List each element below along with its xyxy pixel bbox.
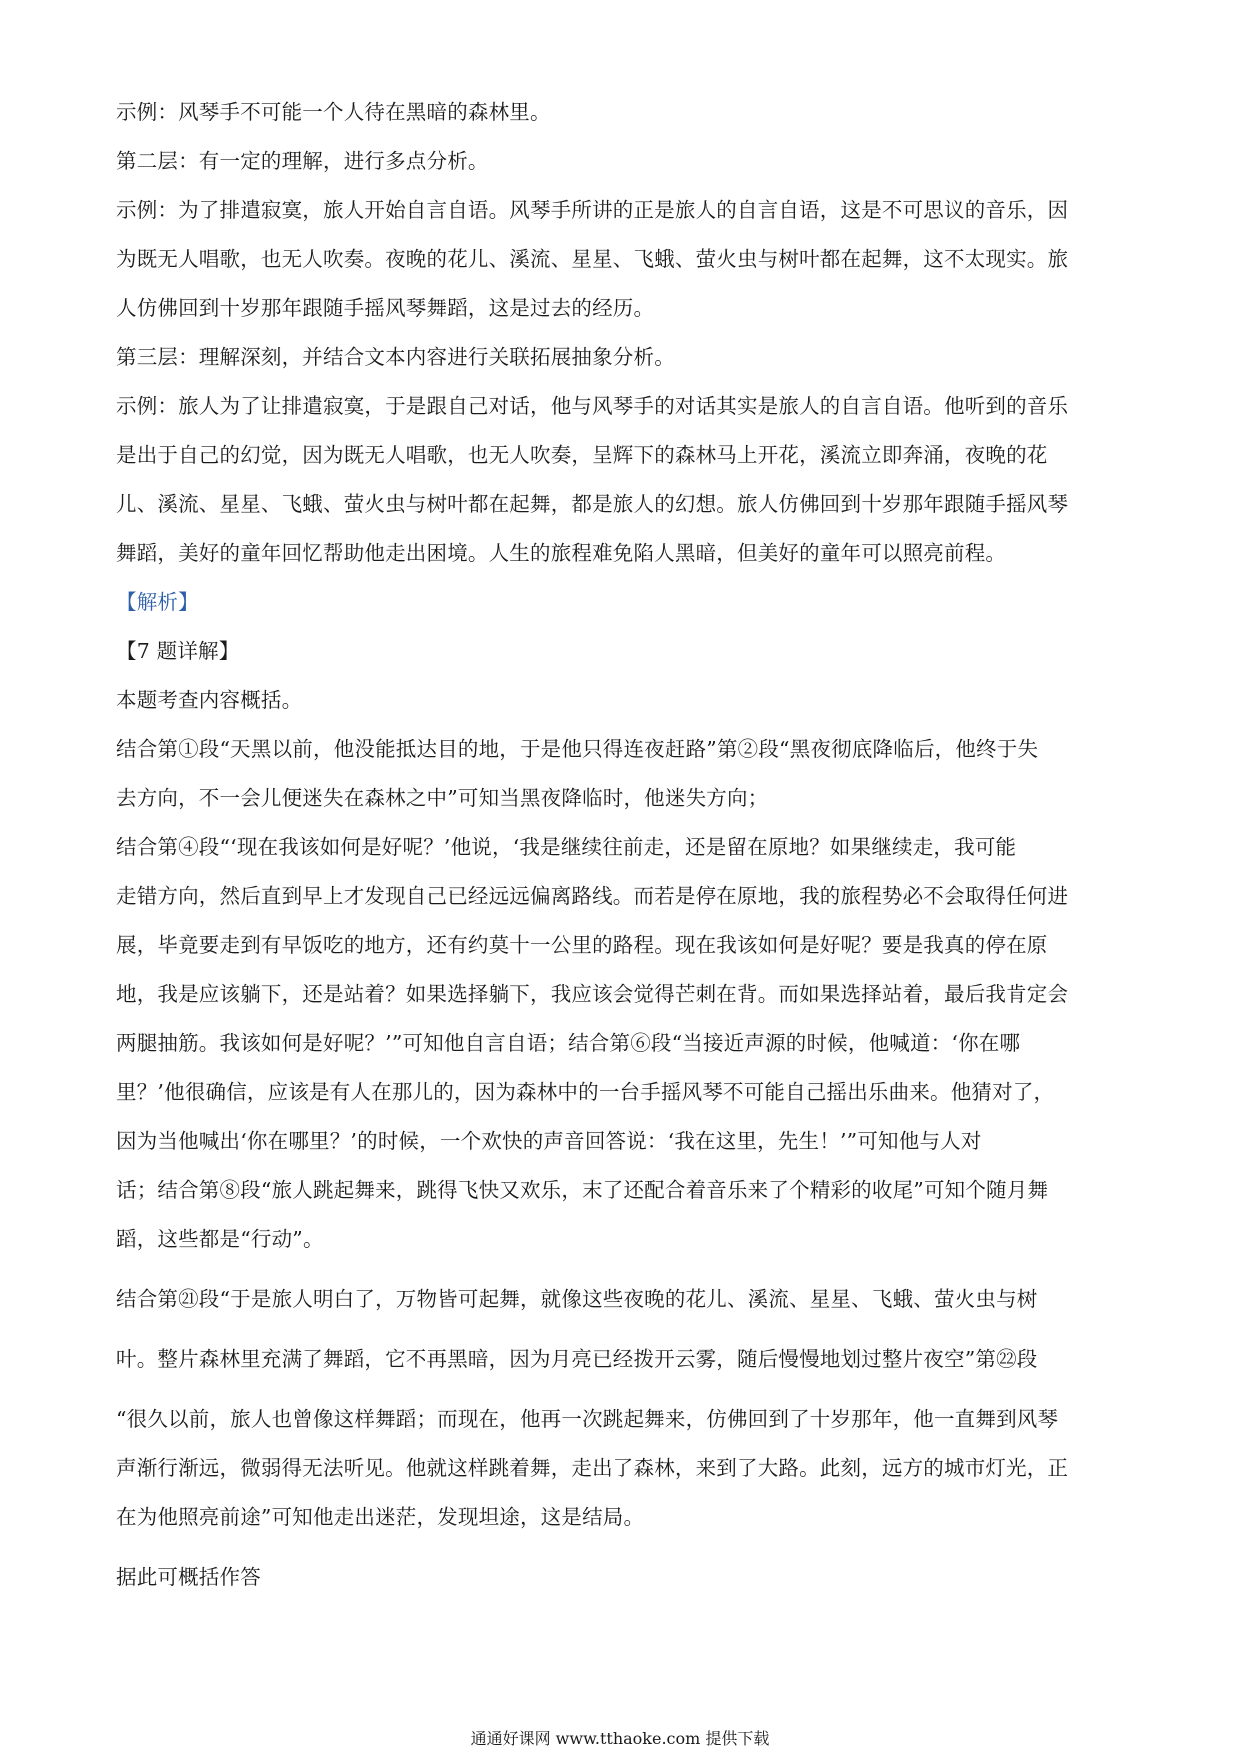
example-1: 示例：风琴手不可能一个人待在黑暗的森林里。 bbox=[116, 100, 551, 124]
analysis-line-12: 结合第㉑段“于是旅人明白了，万物皆可起舞，就像这些夜晚的花儿、溪流、星星、飞蛾、萤火虫与树 bbox=[116, 1287, 1038, 1311]
question-7-heading: 【7 题详解】 bbox=[116, 639, 240, 663]
level-2-heading: 第二层：有一定的理解，进行多点分析。 bbox=[116, 149, 489, 173]
analysis-line-1: 结合第①段“天黑以前，他没能抵达目的地，于是他只得连夜赶路”第②段“黑夜彻底降临后，他终于失 bbox=[116, 737, 1039, 761]
analysis-line-14: “很久以前，旅人也曾像这样舞蹈；而现在，他再一次跳起舞来，仿佛回到了十岁那年，他一直舞到风琴 bbox=[116, 1407, 1059, 1431]
question-topic: 本题考查内容概括。 bbox=[116, 688, 303, 712]
analysis-line-4: 走错方向，然后直到早上才发现自己已经远远偏离路线。而若是停在原地，我的旅程势必不会取得任何进 bbox=[116, 884, 1069, 908]
analysis-line-10: 话；结合第⑧段“旅人跳起舞来，跳得飞快又欢乐，末了还配合着音乐来了个精彩的收尾”可知个随月舞 bbox=[116, 1178, 1049, 1202]
example-3-line-3: 儿、溪流、星星、飞蛾、萤火虫与树叶都在起舞，都是旅人的幻想。旅人仿佛回到十岁那年跟随手摇风琴 bbox=[116, 492, 1069, 516]
example-3-line-4: 舞蹈，美好的童年回忆帮助他走出困境。人生的旅程难免陷人黑暗，但美好的童年可以照亮前程。 bbox=[116, 541, 1007, 565]
example-2-line-2: 为既无人唱歌，也无人吹奏。夜晚的花儿、溪流、星星、飞蛾、萤火虫与树叶都在起舞，这不太现实。旅 bbox=[116, 247, 1069, 271]
document-body bbox=[116, 98, 1132, 1612]
example-2-line-3: 人仿佛回到十岁那年跟随手摇风琴舞蹈，这是过去的经历。 bbox=[116, 296, 655, 320]
conclusion-line: 据此可概括作答 bbox=[116, 1565, 261, 1589]
analysis-line-8: 里？’他很确信，应该是有人在那儿的，因为森林中的一台手摇风琴不可能自己摇出乐曲来。他猜对了， bbox=[116, 1080, 1055, 1104]
analysis-line-13: 叶。整片森林里充满了舞蹈，它不再黑暗，因为月亮已经拨开云雾，随后慢慢地划过整片夜空”第㉒段 bbox=[116, 1347, 1038, 1371]
analysis-line-2: 去方向，不一会儿便迷失在森林之中”可知当黑夜降临时，他迷失方向； bbox=[116, 786, 769, 810]
example-3-line-2: 是出于自己的幻觉，因为既无人唱歌，也无人吹奏，呈辉下的森林马上开花，溪流立即奔涌，夜晚的花 bbox=[116, 443, 1048, 467]
page-footer: 通通好课网 www.tthaoke.com 提供下载 bbox=[470, 1729, 770, 1748]
analysis-line-3: 结合第④段“‘现在我该如何是好呢？’他说，‘我是继续往前走，还是留在原地？如果继续走，我可能 bbox=[116, 835, 1017, 859]
analysis-line-16: 在为他照亮前途”可知他走出迷茫，发现坦途，这是结局。 bbox=[116, 1505, 645, 1529]
example-3-line-1: 示例：旅人为了让排遣寂寞，于是跟自己对话，他与风琴手的对话其实是旅人的自言自语。他听到的音乐 bbox=[116, 394, 1069, 418]
analysis-line-15: 声渐行渐远，微弱得无法听见。他就这样跳着舞，走出了森林，来到了大路。此刻，远方的城市灯光，正 bbox=[116, 1456, 1069, 1480]
example-2-line-1: 示例：为了排遣寂寞，旅人开始自言自语。风琴手所讲的正是旅人的自言自语，这是不可思议的音乐，因 bbox=[116, 198, 1069, 222]
analysis-marker: 【解析】 bbox=[116, 590, 199, 614]
analysis-line-6: 地，我是应该躺下，还是站着？如果选择躺下，我应该会觉得芒刺在背。而如果选择站着，最后我肯定会 bbox=[116, 982, 1069, 1006]
level-3-heading: 第三层：理解深刻，并结合文本内容进行关联拓展抽象分析。 bbox=[116, 345, 675, 369]
analysis-line-9: 因为当他喊出‘你在哪里？’的时候，一个欢快的声音回答说：‘我在这里，先生！’”可知他与人对 bbox=[116, 1129, 982, 1153]
analysis-line-5: 展，毕竟要走到有早饭吃的地方，还有约莫十一公里的路程。现在我该如何是好呢？要是我真的停在原 bbox=[116, 933, 1048, 957]
analysis-line-7: 两腿抽筋。我该如何是好呢？’”可知他自言自语；结合第⑥段“当接近声源的时候，他喊道：‘你在哪 bbox=[116, 1031, 1021, 1055]
analysis-line-11: 蹈，这些都是“行动”。 bbox=[116, 1227, 324, 1251]
